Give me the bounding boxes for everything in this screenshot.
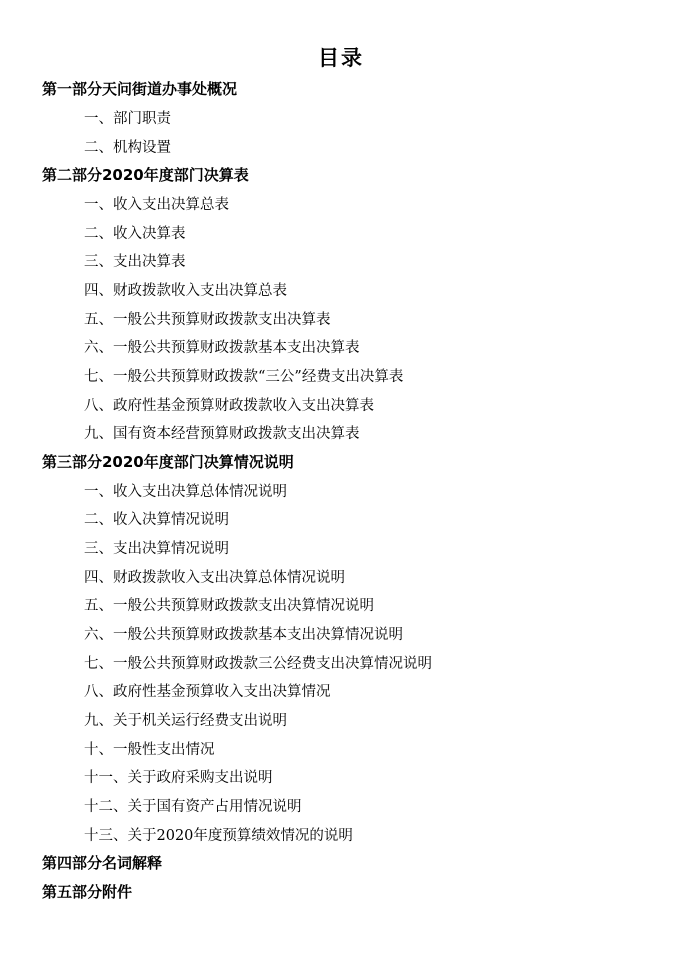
toc-item[interactable]: 十一、关于政府采购支出说明 <box>84 770 273 786</box>
toc-item[interactable]: 八、政府性基金预算财政拨款收入支出决算表 <box>84 398 374 414</box>
toc-part-4[interactable]: 第四部分名词解释 <box>42 854 163 872</box>
page-title: 目录 <box>318 46 364 70</box>
toc-item[interactable]: 一、部门职责 <box>84 111 171 127</box>
toc-part-1[interactable]: 第一部分天问街道办事处概况 <box>42 80 238 98</box>
toc-item[interactable]: 九、关于机关运行经费支出说明 <box>84 713 287 729</box>
toc-item[interactable]: 八、政府性基金预算收入支出决算情况 <box>84 684 331 700</box>
toc-item[interactable]: 三、支出决算情况说明 <box>84 541 229 557</box>
toc-item[interactable]: 七、一般公共预算财政拨款三公经费支出决算情况说明 <box>84 656 432 672</box>
toc-item[interactable]: 五、一般公共预算财政拨款支出决算表 <box>84 312 331 328</box>
toc-part-5[interactable]: 第五部分附件 <box>42 883 133 901</box>
toc-item[interactable]: 九、国有资本经营预算财政拨款支出决算表 <box>84 426 360 442</box>
toc-item[interactable]: 四、财政拨款收入支出决算总表 <box>84 283 287 299</box>
toc-item[interactable]: 五、一般公共预算财政拨款支出决算情况说明 <box>84 598 374 614</box>
toc-item[interactable]: 二、收入决算表 <box>84 226 186 242</box>
toc-item[interactable]: 六、一般公共预算财政拨款基本支出决算表 <box>84 340 360 356</box>
toc-part-2[interactable]: 第二部分2020年度部门决算表 <box>42 166 249 184</box>
toc-item[interactable]: 十二、关于国有资产占用情况说明 <box>84 799 302 815</box>
toc-item[interactable]: 一、收入支出决算总表 <box>84 197 229 213</box>
toc-item[interactable]: 四、财政拨款收入支出决算总体情况说明 <box>84 570 345 586</box>
toc-item[interactable]: 三、支出决算表 <box>84 254 186 270</box>
toc-item[interactable]: 七、一般公共预算财政拨款“三公”经费支出决算表 <box>84 369 404 385</box>
toc-item[interactable]: 十、一般性支出情况 <box>84 742 215 758</box>
toc-item[interactable]: 一、收入支出决算总体情况说明 <box>84 484 287 500</box>
toc-item[interactable]: 二、收入决算情况说明 <box>84 512 229 528</box>
toc-item[interactable]: 十三、关于2020年度预算绩效情况的说明 <box>84 828 353 844</box>
toc-part-3[interactable]: 第三部分2020年度部门决算情况说明 <box>42 453 294 471</box>
toc-item[interactable]: 六、一般公共预算财政拨款基本支出决算情况说明 <box>84 627 403 643</box>
toc-item[interactable]: 二、机构设置 <box>84 140 171 156</box>
